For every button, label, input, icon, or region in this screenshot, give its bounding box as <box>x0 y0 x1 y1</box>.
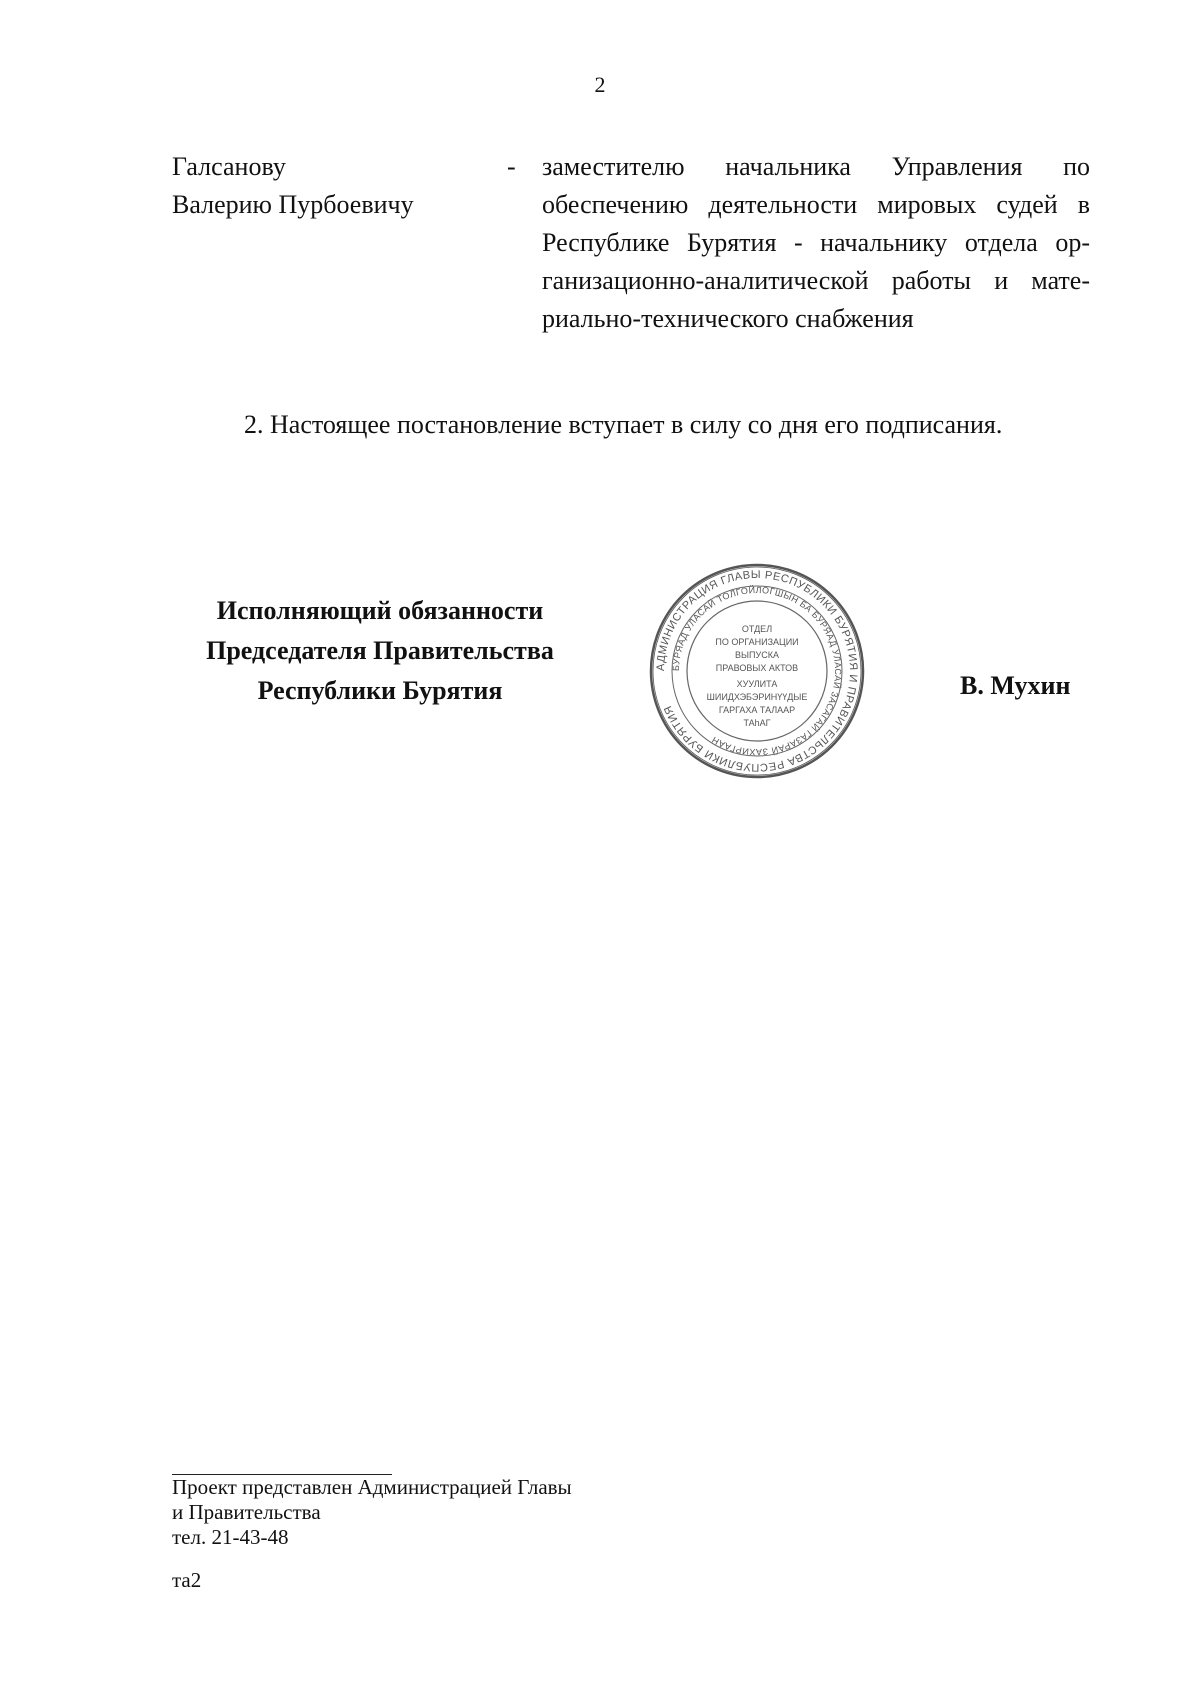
official-stamp <box>647 561 867 781</box>
stamp-outer-text: АДМИНИСТРАЦИЯ ГЛАВЫ РЕСПУБЛИКИ БУРЯТИЯ И ПРАВИТЕЛЬСТВА РЕСПУБЛИКИ БУРЯТИЯ <box>654 568 860 774</box>
footnote-line: тел. 21-43-48 <box>172 1525 289 1549</box>
appointee-given-names: Валерию Пурбоевичу <box>172 190 414 219</box>
appointment-dash: - <box>507 152 516 181</box>
footnote-line: и Правительства <box>172 1500 321 1524</box>
footnote <box>172 1475 572 1550</box>
signer-name: В. Мухин <box>960 671 1071 700</box>
stamp-center-line: ПО ОРГАНИЗАЦИИ <box>715 637 799 647</box>
appointee-surname: Галсанову <box>172 152 286 181</box>
stamp-inner-text: БУРЯАД УЛАСАЙ ТОЛГОЙЛОГШЫН БА БУРЯАД УЛАСАЙ ЗАСАГАЙ ГАЗАРАЙ ЗАХИРГААН <box>670 584 844 758</box>
position-line: обеспечению деятельности мировых судей в <box>542 190 1090 219</box>
signer-title-line: Председателя Правительства <box>206 636 554 665</box>
appointee-position <box>542 148 1090 338</box>
page-number: 2 <box>594 72 606 97</box>
position-line: ганизационно-аналитической работы и мате- <box>542 266 1090 295</box>
appointee-name <box>172 148 414 224</box>
document-code: та2 <box>172 1568 202 1592</box>
signer-title-line: Республики Бурятия <box>257 676 503 705</box>
stamp-center-line: ГАРГАХА ТАЛААР <box>718 705 796 715</box>
footnote-line: Проект представлен Администрацией Главы <box>172 1475 572 1499</box>
stamp-center-line: ОТДЕЛ <box>741 624 773 634</box>
position-line: риально-технического снабжения <box>542 304 914 333</box>
signer-title-line: Исполняющий обязанности <box>216 596 544 625</box>
clause-2: 2. Настоящее постановление вступает в силу со дня его подписания. <box>244 410 1003 439</box>
stamp-center-line: ШИИДХЭБЭРИНҮҮДЫЕ <box>706 692 808 702</box>
position-line: Республике Бурятия - начальнику отдела ор- <box>542 228 1090 257</box>
stamp-center-line: ВЫПУСКА <box>735 650 779 660</box>
stamp-center-line: ПРАВОВЫХ АКТОВ <box>715 663 799 673</box>
stamp-center-line: ТАһАГ <box>743 718 771 728</box>
stamp-center-line: ХУУЛИТА <box>736 679 778 689</box>
position-line: заместителю начальника Управления по <box>542 152 1090 181</box>
signer-title <box>160 591 600 711</box>
